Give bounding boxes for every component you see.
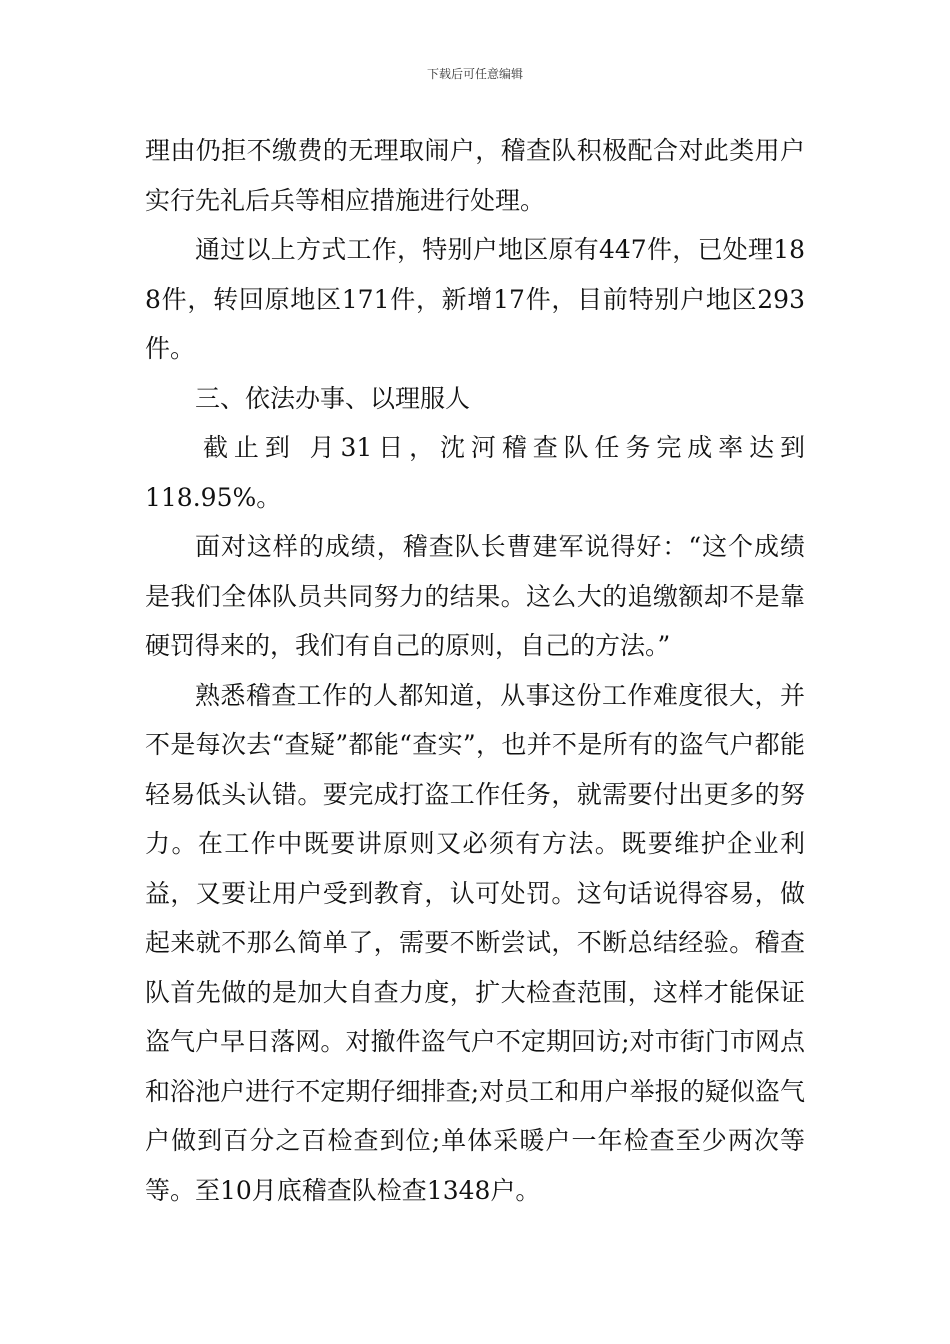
paragraph-statistics: 通过以上方式工作，特别户地区原有447件，已处理188件，转回原地区171件，新增17件，目前特别户地区293件。 [145, 235, 805, 363]
paragraph-completion-rate: 截止到 月31日，沈河稽查队任务完成率达到 [203, 433, 805, 462]
paragraph-work-methods: 熟悉稽查工作的人都知道，从事这份工作难度很大，并不是每次去“查疑”都能“查实”，也并不是所有的盗气户都能轻易低头认错。要完成打盗工作任务，就需要付出更多的努力。在工作中既要讲原则又必须有方法。既要维护企业利益，又要让用户受到教育，认可处罚。这句话说得容易，做起来就不那么简单了，需要不断尝试，不断总结经验。稽查队首先做的是加大自查力度，扩大检查范围，这样才能保证盗气户早日落网。对撤件盗气户不定期回访;对市街门市网点和浴池户进行不定期仔细排查;对员工和用户举报的疑似盗气户做到百分之百检查到位;单体采暖户一年检查至少两次等等。至10月底稽查队检查1348户。 [145, 680, 805, 1205]
section-heading: 三、依法办事、以理服人 [195, 383, 471, 413]
paragraph-continuation: 理由仍拒不缴费的无理取闹户，稽查队积极配合对此类用户实行先礼后兵等相应措施进行处理。 [145, 136, 805, 215]
paragraph-quote: 面对这样的成绩，稽查队长曹建军说得好：“这个成绩是我们全体队员共同努力的结果。这么大的追缴额却不是靠硬罚得来的，我们有自己的原则，自己的方法。” [145, 532, 805, 660]
document-body [145, 126, 805, 1215]
page-header: 下载后可任意编辑 [426, 67, 523, 81]
paragraph-completion-rate-value: 118.95%。 [145, 482, 282, 512]
